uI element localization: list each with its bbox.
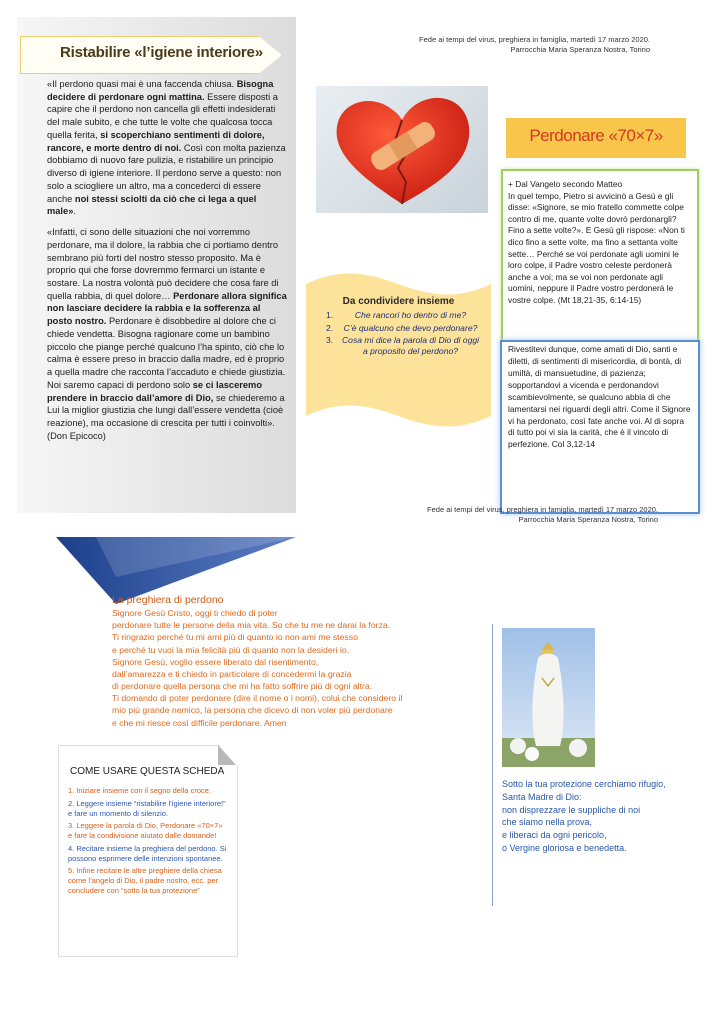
- vangelo-text: + Dal Vangelo secondo Matteo In quel tempo, Pietro si avvicinò a Gesù e gli disse: «Signore, se mio fratello commette colpe contro di me, quante volte dovrò perdonargli? Fino a sette volte?». E Gesù gli rispose: «Non ti dico fino a sette volte, ma fino a settanta volte sette… Perché se voi perdonate agli uomini le loro colpe, il Padre vostro celeste perdonerà anche a voi; ma se voi non perdonate agli uomini, neppure il Padre vostro perdonerà le vostre colpe. (Mt 18,21-35, 6:14-15): [508, 179, 685, 305]
- broken-heart-image: [316, 86, 488, 213]
- text-run: se chiederemo a Lui la miglior giustizia che lungi dall’essere vendetta (cioè reazione), ma occasione di crescita per tutti i coinvolti». (Don Epicoco): [47, 392, 285, 441]
- prayer-title: La preghiera di perdono: [112, 594, 224, 606]
- usage-step: 4. Recitare insieme la preghiera del perdono. Si possono esprimere delle intenzioni spontanee.: [68, 843, 227, 863]
- madonna-statue-image: [502, 628, 595, 767]
- heart-icon: [316, 86, 488, 213]
- prayer-line: Ti ringrazio perché tu mi ami più di quanto io non ami me stesso: [112, 632, 358, 643]
- text-run: Essere disposti a capire che il perdono non cancella gli effetti indesiderati del male subito, e che tutte le volte che qualcosa tocca quella ferita,: [47, 91, 278, 140]
- madonna-prayer-line: che siamo nella prova,: [502, 817, 593, 828]
- prayer-line: e perché tu vuoi la mia felicità più di quanto non la desideri io.: [112, 644, 350, 655]
- madonna-prayer-line: non disprezzare le suppliche di noi: [502, 804, 641, 815]
- perdonare-title: Perdonare «70×7»: [529, 126, 663, 145]
- header-line-2: Parrocchia Maria Speranza Nostra, Torino: [510, 45, 650, 54]
- condividere-item-text: C’è qualcuno che devo perdonare?: [343, 322, 478, 333]
- bold-run: noi stessi sciolti da ciò che ci lega a quel male»: [47, 193, 257, 217]
- prayer-line: e che mi riesce così difficile perdonare. Amen: [112, 717, 287, 728]
- madonna-prayer-line: o Vergine gloriosa e benedetta.: [502, 842, 627, 853]
- madonna-prayer-line: Sotto la tua protezione cerchiamo rifugio,: [502, 779, 666, 789]
- madonna-prayer-text: [502, 778, 702, 855]
- usage-step: 1. Iniziare insieme con il segno della croce.: [68, 786, 211, 795]
- prayer-line: Signore Gesù, voglio essere liberato dal risentimento,: [112, 656, 319, 667]
- prayer-line: di perdonare quella persona che mi ha fatto soffrire più di ogni altra.: [112, 681, 373, 692]
- text-run: .: [73, 206, 76, 217]
- prayer-line: Signore Gesù Cristo, oggi ti chiedo di poter: [112, 608, 278, 618]
- usage-title: COME USARE QUESTA SCHEDA: [70, 766, 225, 777]
- header-line-1-repeat: Fede ai tempi del virus, preghiera in famiglia, martedì 17 marzo 2020.: [427, 505, 658, 514]
- bold-run: se ci lasceremo prendere in braccio dall’amore di Dio,: [47, 379, 262, 403]
- condividere-item-text: Cosa mi dice la parola di Dio di oggi a proposito del perdono?: [341, 335, 480, 357]
- prayer-text: [112, 607, 482, 729]
- left-panel-paragraph-2: [47, 226, 287, 442]
- condividere-item-number: 3.: [326, 335, 334, 346]
- bold-run: Perdonare allora significa non lasciare decidere la rabbia e la sofferenza al posto nostro.: [47, 290, 287, 327]
- prayer-line: dall’amarezza e ti chiedo in particolare di concedermi la grazia: [112, 668, 352, 679]
- usage-card-fold: [218, 745, 236, 765]
- prayer-line: perdonare tutte le persone della mia vita. So che tu me ne darai la forza.: [112, 620, 391, 631]
- madonna-prayer-line: e liberaci da ogni pericolo,: [502, 830, 607, 841]
- condividere-item: [326, 310, 481, 321]
- header-line-1: Fede ai tempi del virus, preghiera in famiglia, martedì 17 marzo 2020.: [419, 35, 650, 44]
- rivestitevi-text: Rivestitevi dunque, come amati di Dio, santi e diletti, di sentimenti di misericordia, di bontà, di umiltà, di mansuetudine, di pazienza; sopportandovi a vicenda e perdonandovi scambievolmente, se qualcuno abbia di che lamentarsi nei riguardi degli altri. Come il Signore vi ha perdonato, così fate anche voi. Al di sopra di tutto poi vi sia la carità, che è il vincolo di perfezione. Col 3,12-14: [508, 344, 691, 450]
- left-panel-title: Ristabilire «l’igiene interiore»: [60, 44, 263, 61]
- text-run: Perdonare è disobbedire al dolore che ci chiede vendetta. Bisogna ragionare come un bambino piccolo che piange perché qualcuno l’ha spinto, ciò che lo calma è essere preso in braccio dalla madre, ed è proprio a quella madre che racconta l’accaduto e chiede giustizia. Noi saremo capaci di perdono solo: [47, 316, 286, 390]
- left-panel-paragraph-1: [47, 78, 287, 218]
- prayer-line: Ti domando di poter perdonare (dire il nome o i nomi), colui che considero il: [112, 693, 403, 704]
- usage-list: [68, 786, 228, 899]
- header-line-2-repeat: Parrocchia Maria Speranza Nostra, Torino: [518, 515, 658, 524]
- condividere-item-number: 2.: [326, 322, 334, 333]
- condividere-item-number: 1.: [326, 310, 334, 320]
- left-panel-text: [47, 78, 287, 451]
- prayer-line: mio più grande nemico, la persona che dicevo di non voler più perdonare: [112, 705, 393, 716]
- text-run: «Il perdono quasi mai è una faccenda chiusa.: [47, 79, 237, 89]
- text-run: «Infatti, ci sono delle situazioni che noi vorremmo perdonare, ma il dolore, la rabbia che ci portiamo dentro sembrano più forti del nostro stesso proposito. Ma è proprio qui che forse dovremmo fermarci un istante e sostare. La nostra volontà può decidere che cosa fare di quella rabbia, di quel dolore…: [47, 227, 279, 301]
- bold-run: si scoperchiano sentimenti di dolore, rancore, e morte dentro di noi.: [47, 129, 265, 153]
- usage-step: 2. Leggere insieme “ristabilire l’igiene interiore!” e fare un momento di silenzio.: [68, 798, 226, 818]
- condividere-item: [326, 335, 481, 356]
- condividere-item-text: Che rancori ho dentro di me?: [354, 310, 467, 320]
- madonna-prayer-line: Santa Madre di Dio:: [502, 791, 582, 802]
- text-run: Così con molta pazienza dobbiamo di nuovo fare pulizia, e ristabilire un principio diverso di igiene interiore. Il perdono serve a questo: non solo a sciogliere un altro, ma a concederci di essere anche: [47, 142, 286, 204]
- usage-step: 5. Infine recitare le altre preghiere della chiesa come l’angelo di Dio, il padre nostro, ecc. per concludere con “sotto la tua protezione”: [68, 866, 222, 895]
- bold-run: Bisogna decidere di perdonare ogni mattina.: [47, 79, 274, 102]
- condividere-item: [326, 323, 481, 334]
- vertical-divider: [492, 624, 493, 906]
- usage-step: 3. Leggere la parola di Dio, Perdonare «70×7» e fare la condivisione aiutato dalle domande!: [68, 821, 223, 840]
- condividere-title: Da condividere insieme: [342, 296, 455, 307]
- condividere-list: [326, 310, 481, 359]
